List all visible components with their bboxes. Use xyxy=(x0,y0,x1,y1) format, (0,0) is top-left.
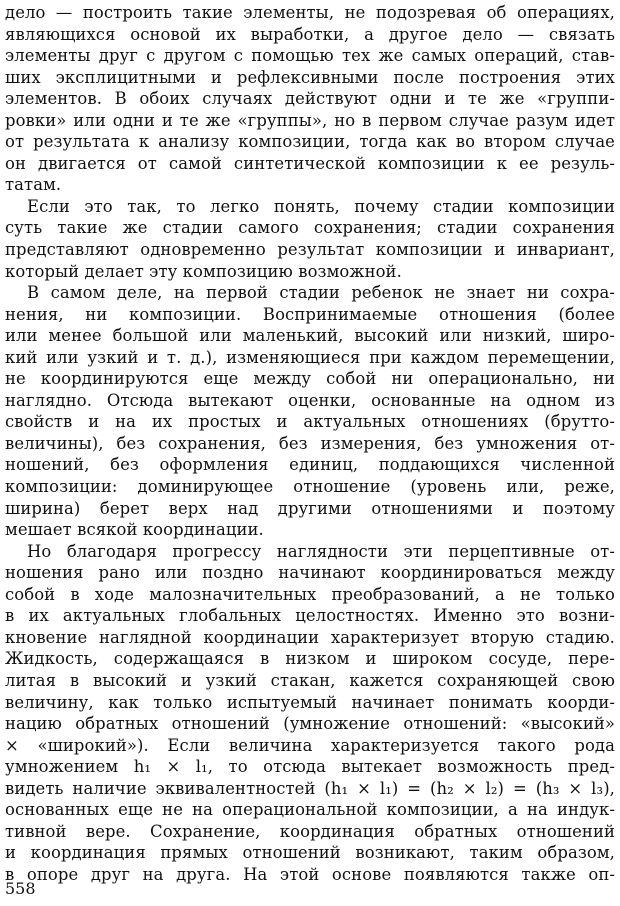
text-line: ширина) берет верх над другими отношениями и поэтому xyxy=(5,498,615,518)
text-line: нацию обратных отношений (умножение отношений: «высокий» xyxy=(5,714,615,734)
text-line: кий или узкий и т. д.), изменяющиеся при каждом перемещении, xyxy=(5,347,615,367)
text-line: в опоре друг на друга. На этой основе появляются также оп- xyxy=(5,864,615,884)
text-line: свойств и на их простых и актуальных отношениях (брутто- xyxy=(5,412,615,432)
text-line: величину, как только испытуемый начинает понимать коорди- xyxy=(5,692,615,712)
paragraph-start-line: Но благодаря прогрессу наглядности эти перцептивные от- xyxy=(27,541,615,561)
text-line: ношений, без оформления единиц, поддающихся численной xyxy=(5,455,615,475)
text-line: ношения рано или поздно начинают координироваться между xyxy=(5,563,615,583)
text-line: или менее большой или маленький, высокий или низкий, широ- xyxy=(5,326,615,346)
text-line: от результата к анализу композиции, тогда как во втором случае xyxy=(5,132,615,152)
paragraph-start-line: В самом деле, на первой стадии ребенок не знает ни сохра- xyxy=(27,283,615,303)
text-line: представляют одновременно результат композиции и инвариант, xyxy=(5,240,615,260)
text-line: кновение наглядной координации характеризует вторую стадию. xyxy=(5,627,615,647)
formula-line: видеть наличие эквивалентностей (h₁ × l₁) = (h₂ × l₂) = (h₃ × l₃), xyxy=(5,778,615,798)
text-line: ровки» или одни и те же «группы», но в первом случае разум идет xyxy=(5,110,615,130)
text-line: основанных еще не на операциональной композиции, а на индук- xyxy=(5,800,615,820)
text-line: и координация прямых отношений возникают, таким образом, xyxy=(5,843,615,863)
text-line: элементы друг с другом с помощью тех же самых операций, став- xyxy=(5,46,615,66)
text-line: композиции: доминирующее отношение (уровень или, реже, xyxy=(5,477,615,497)
body-text xyxy=(5,2,615,885)
text-line: дело — построить такие элементы, не подозревая об операциях, xyxy=(5,3,615,22)
text-line: нения, ни композиции. Воспринимаемые отношения (более xyxy=(5,304,615,324)
text-line: который делает эту композицию возможной. xyxy=(5,261,402,281)
text-line: величины), без сохранения, без измерения, без умножения от- xyxy=(5,433,615,453)
text-line: тивной вере. Сохранение, координация обратных отношений xyxy=(5,821,615,841)
text-line: суть такие же стадии самого сохранения; стадии сохранения xyxy=(5,218,615,238)
text-line: являющихся основой их выработки, а другое дело — связать xyxy=(5,24,615,44)
text-line: в их актуальных глобальных целостностях. Именно это возни- xyxy=(5,606,615,626)
text-line: татам. xyxy=(5,175,62,195)
text-line: он двигается от самой синтетической композиции к ее резуль- xyxy=(5,153,615,173)
page-number: 558 xyxy=(5,879,36,898)
text-line: не координируются еще между собой ни операционально, ни xyxy=(5,369,615,389)
text-line: × «широкий»). Если величина характеризуется такого рода xyxy=(5,735,615,755)
text-line: литая в высокий и узкий стакан, кажется сохраняющей свою xyxy=(5,670,615,690)
paragraph-start-line: Если это так, то легко понять, почему стадии композиции xyxy=(27,196,615,216)
text-line: наглядно. Отсюда вытекают оценки, основанные на одном из xyxy=(5,390,615,410)
book-page xyxy=(5,2,615,904)
formula-line: умножением h₁ × l₁, то отсюда вытекает возможность пред- xyxy=(5,757,615,777)
text-line: Жидкость, содержащаяся в низком и широком сосуде, пере- xyxy=(5,649,615,669)
text-line: собой в ходе малозначительных преобразований, а не только xyxy=(5,584,615,604)
text-line: мешает всякой координации. xyxy=(5,520,264,540)
text-line: элементов. В обоих случаях действуют одни и те же «группи- xyxy=(5,89,615,109)
text-line: ших эксплицитными и рефлексивными после построения этих xyxy=(5,67,615,87)
